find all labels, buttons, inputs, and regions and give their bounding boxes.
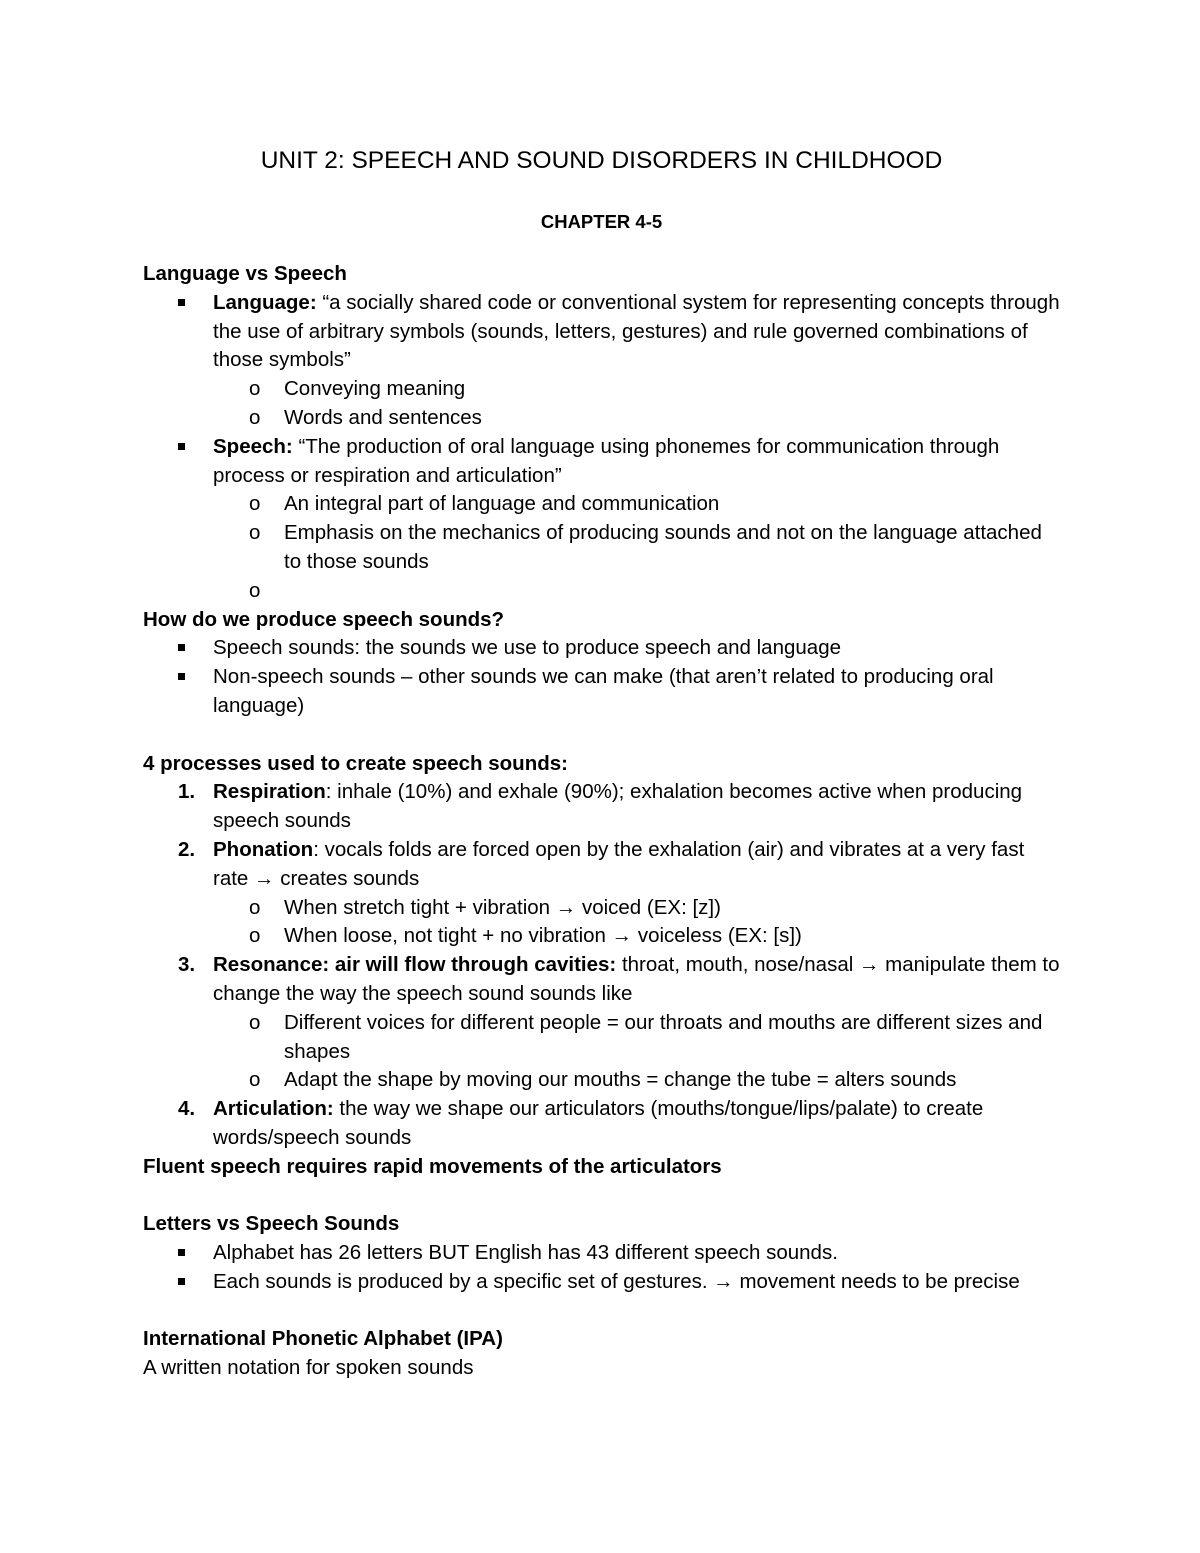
list-number: 1. <box>178 780 196 804</box>
circle-bullet-icon: o <box>249 1010 261 1034</box>
sub-item: o When loose, not tight + no vibration → voiceless (EX: [s]) <box>213 922 1060 951</box>
process-respiration: 1. Respiration: inhale (10%) and exhale (90%); exhalation becomes active when producing speech sounds <box>178 780 1023 833</box>
letters-sounds-list <box>143 1239 1060 1297</box>
list-number: 2. <box>178 837 196 861</box>
term-language: Language: <box>213 290 317 314</box>
section-heading-language-vs-speech: Language vs Speech <box>143 262 347 285</box>
resonance-sub-list <box>213 1009 1060 1095</box>
process-phonation: 2. Phonation: vocals folds are forced open by the exhalation (air) and vibrates at a very fast rate → creates sounds o When stretch tight + vibration → voiced (EX: [z]) o When loose, not tight + no vibration → voiceless (EX: [s]) <box>143 836 1060 951</box>
square-bullet-icon <box>178 1278 185 1285</box>
circle-bullet-icon: o <box>249 924 261 948</box>
list-item: Speech sounds: the sounds we use to produce speech and language <box>143 634 1060 663</box>
list-item-language <box>143 289 1060 433</box>
section-heading-ipa: International Phonetic Alphabet (IPA) <box>143 1327 503 1351</box>
speech-sub-list <box>213 490 1060 605</box>
circle-bullet-icon: o <box>249 895 261 919</box>
list-number: 3. <box>178 953 196 977</box>
circle-bullet-icon: o <box>249 492 261 516</box>
section-heading-produce-speech: How do we produce speech sounds? <box>143 607 505 631</box>
square-bullet-icon <box>178 443 185 450</box>
page-title: UNIT 2: SPEECH AND SOUND DISORDERS IN CHILDHOOD <box>260 147 943 174</box>
definition-language: “a socially shared code or conventional system for representing concepts through the use of arbitrary symbols (sounds, letters, gestures) and rule governed combinations of those symbols” <box>213 290 1060 372</box>
phonation-sub-list <box>213 894 1060 952</box>
list-item: Each sounds is produced by a specific set of gestures. → movement needs to be precise <box>143 1268 1060 1297</box>
sub-item-empty <box>213 577 1060 606</box>
chapter-heading: CHAPTER 4-5 <box>540 211 663 232</box>
sub-item: o Different voices for different people = our throats and mouths are different sizes and shapes <box>249 1010 1043 1063</box>
process-articulation: 4. Articulation: the way we shape our articulators (mouths/tongue/lips/palate) to create words/speech sounds <box>178 1097 984 1149</box>
circle-bullet-icon: o <box>249 578 261 602</box>
square-bullet-icon <box>178 673 185 680</box>
square-bullet-icon <box>178 299 185 306</box>
list-number: 4. <box>178 1097 196 1121</box>
blank-line <box>143 1182 1060 1211</box>
produce-speech-list <box>143 634 1060 720</box>
section-heading-letters-vs-sounds: Letters vs Speech Sounds <box>143 1212 400 1236</box>
language-sub-list <box>213 375 1060 433</box>
sub-item: o Conveying meaning <box>213 375 1060 404</box>
list-item: Alphabet has 26 letters BUT English has 43 different speech sounds. <box>143 1239 1060 1268</box>
blank-line <box>143 1297 1060 1326</box>
square-bullet-icon <box>178 1249 185 1256</box>
circle-bullet-icon: o <box>249 405 261 429</box>
section-heading-four-processes: 4 processes used to create speech sounds: <box>143 751 568 775</box>
definition-speech: “The production of oral language using phonemes for communication through process or respiration and articulation” <box>213 434 1000 487</box>
sub-item: o Emphasis on the mechanics of producing sounds and not on the language attached to those sounds <box>249 521 1042 573</box>
list-item: Non-speech sounds – other sounds we can make (that aren’t related to producing oral language) <box>143 663 1060 721</box>
sub-item: o Adapt the shape by moving our mouths = change the tube = alters sounds <box>213 1066 1060 1095</box>
square-bullet-icon <box>178 644 185 651</box>
process-resonance: 3. Resonance: air will flow through cavities: throat, mouth, nose/nasal → manipulate them to change the way the speech sound sounds like o Different voices for different people = our throats and mouths are different sizes and shapes o Adapt the shape by moving our mouths = change the tube = alters sounds <box>143 951 1060 1095</box>
sub-item: o When stretch tight + vibration → voiced (EX: [z]) <box>213 894 1060 923</box>
sub-item: o Words and sentences <box>213 404 1060 433</box>
sub-item: o An integral part of language and communication <box>213 490 1060 519</box>
circle-bullet-icon: o <box>249 1068 261 1092</box>
circle-bullet-icon: o <box>249 521 261 545</box>
ipa-description: A written notation for spoken sounds <box>143 1356 474 1380</box>
fluent-speech-note: Fluent speech requires rapid movements of the articulators <box>143 1154 722 1178</box>
list-item-speech <box>143 433 1060 606</box>
blank-line <box>143 721 1060 750</box>
processes-list <box>143 778 1060 1152</box>
language-speech-list <box>143 289 1060 606</box>
circle-bullet-icon: o <box>249 377 261 401</box>
term-speech: Speech: <box>213 434 293 458</box>
